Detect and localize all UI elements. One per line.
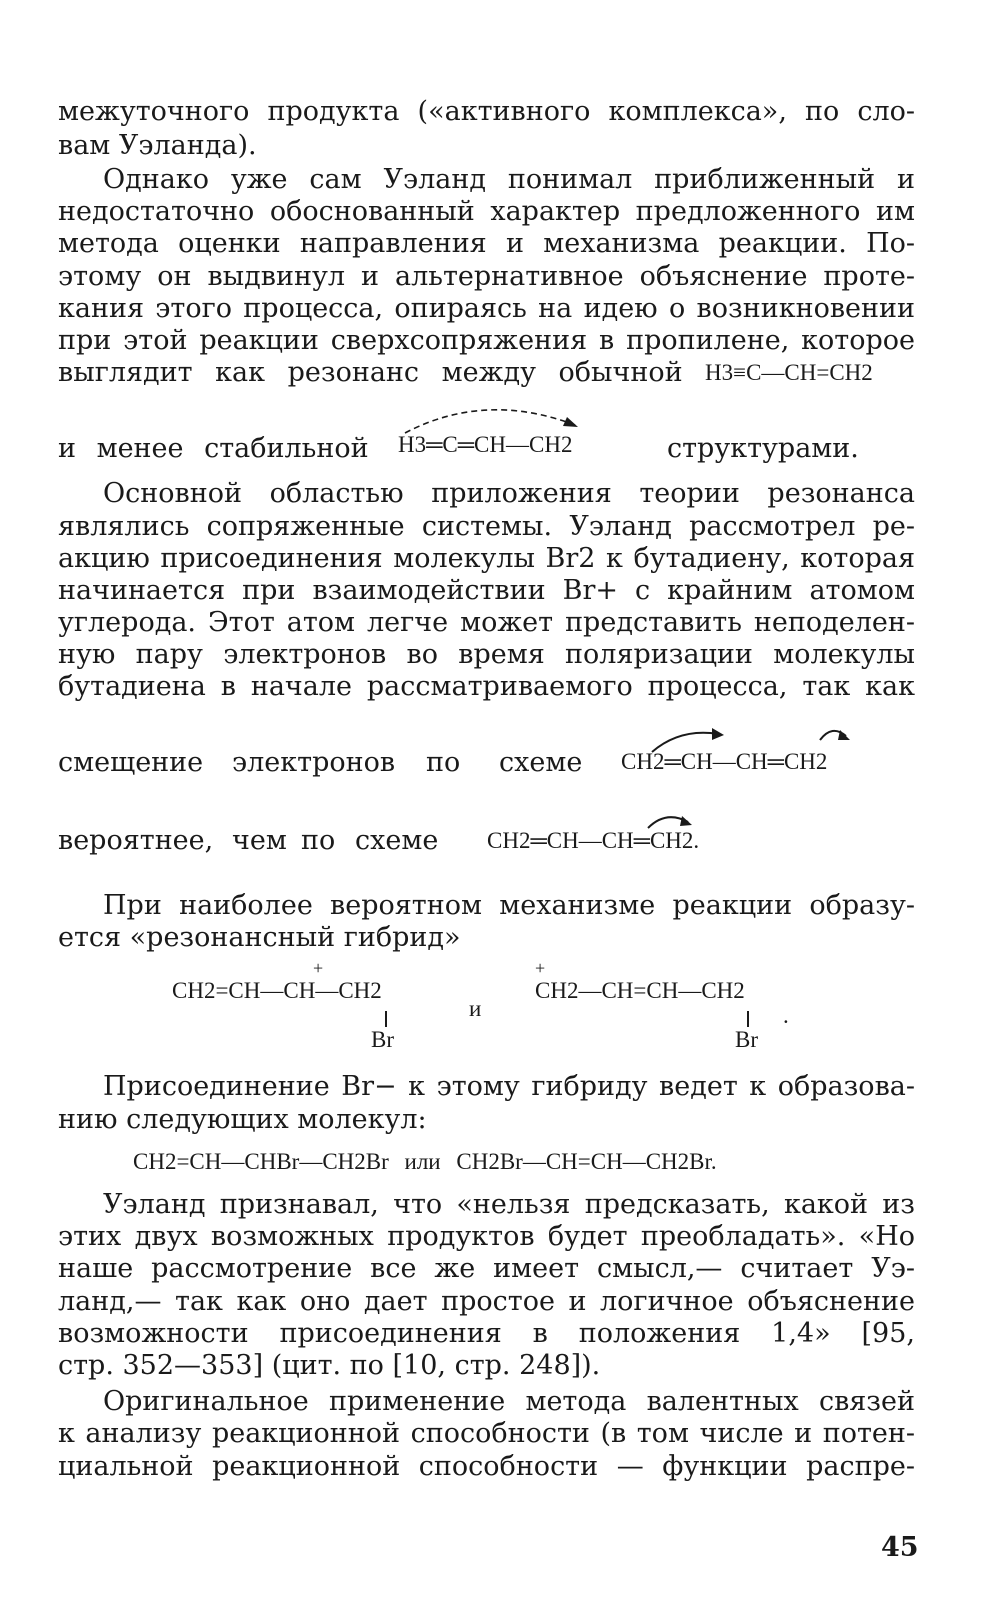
text-line: этих двух возможных продуктов будет преобладать». «Но [58,1221,915,1252]
hybrid-right-chain: CH2—CH=CH—CH2 [535,978,745,1003]
formula-normal-structure: H3≡C—CH=CH2 [705,360,873,385]
charge-plus: + [535,958,546,978]
text-line: этому он выдвинул и альтернативное объяснение проте- [58,261,915,292]
bond-line [385,1011,387,1027]
text-line: выглядит как резонанс между обычной [58,357,683,388]
text-line: нию следующих молекул: [58,1104,427,1135]
text-line: при этой реакции сверхсопряжения в пропилене, которое [58,325,915,356]
scheme-word: по [301,825,336,856]
text-line: начинается при взаимодействии Br+ с крайним атомом [58,575,915,606]
scheme1-formula: CH2═CH—CH═CH2 [621,749,828,774]
text-line: акцию присоединения молекулы Br2 к бутадиену, которая [58,543,915,574]
scheme-word: схеме [499,747,583,778]
text-line: Присоединение Br− к этому гибриду ведет к образова- [103,1071,915,1102]
text-line: межуточного продукта («активного комплекса», по сло- [58,96,915,127]
page-number: 45 [881,1532,919,1563]
scheme-word: вероятнее, [58,825,214,856]
text-line: стр. 352—353] (цит. по [10, стр. 248]). [58,1350,601,1381]
scheme-word: смещение [58,747,204,778]
text-line: углерода. Этот атом легче может представить неподелен- [58,607,915,638]
products-formula: CH2=CH—CHBr—CH2Br или CH2Br—CH=CH—CH2Br. [133,1149,717,1174]
text-line: вам Уэланда). [58,130,257,161]
scheme-word: по [426,747,461,778]
text-line: ется «резонансный гибрид» [58,922,461,953]
hybrid-left-substituent: Br [371,1027,394,1052]
text-line: и менее стабильной [58,433,369,464]
text-line: наше рассмотрение все же имеет смысл,— считает Уэ- [58,1253,915,1284]
hybrid-right-substituent: Br [735,1027,758,1052]
text-line: ную пару электронов во время поляризации молекулы [58,639,915,670]
text-line: Однако уже сам Уэланд понимал приближенный и [103,164,915,195]
text-line: Основной областью приложения теории резонанса [103,478,915,509]
scheme-word: чем [232,825,287,856]
text-line: Оригинальное применение метода валентных связей [103,1386,915,1417]
hybrid-connector: и [469,996,482,1021]
text-line: структурами. [667,433,859,464]
hybrid-left-chain: CH2=CH—CH—CH2 [172,978,382,1003]
text-line: ланд,— так как оно дает простое и логичное объяснение [58,1286,915,1317]
text-line: метода оценки направления и механизма реакции. По- [58,228,915,259]
charge-plus: + [313,958,324,978]
scheme2-formula: CH2═CH—CH═CH2. [487,828,700,853]
scheme-word: схеме [355,825,439,856]
text-line: кания этого процесса, опираясь на идею о возникновении [58,293,915,324]
text-line: Уэланд признавал, что «нельзя предсказать, какой из [103,1189,915,1220]
text-line: являлись сопряженные системы. Уэланд рассмотрел ре- [58,511,915,542]
formula-less-stable-structure: H3═C═CH—CH2 [398,432,573,457]
text-line: циальной реакционной способности — функции распре- [58,1451,915,1482]
text-line: возможности присоединения в положения 1,4» [95, [58,1318,915,1349]
text-line: к анализу реакционной способности (в том числе и потен- [58,1418,915,1449]
text-line: недостаточно обоснованный характер предложенного им [58,196,915,227]
bond-line [747,1011,749,1027]
hybrid-end-mark: . [783,1003,789,1028]
scheme-word: электронов [232,747,396,778]
text-line: бутадиена в начале рассматриваемого процесса, так как [58,671,915,702]
text-line: При наиболее вероятном механизме реакции образу- [103,890,915,921]
